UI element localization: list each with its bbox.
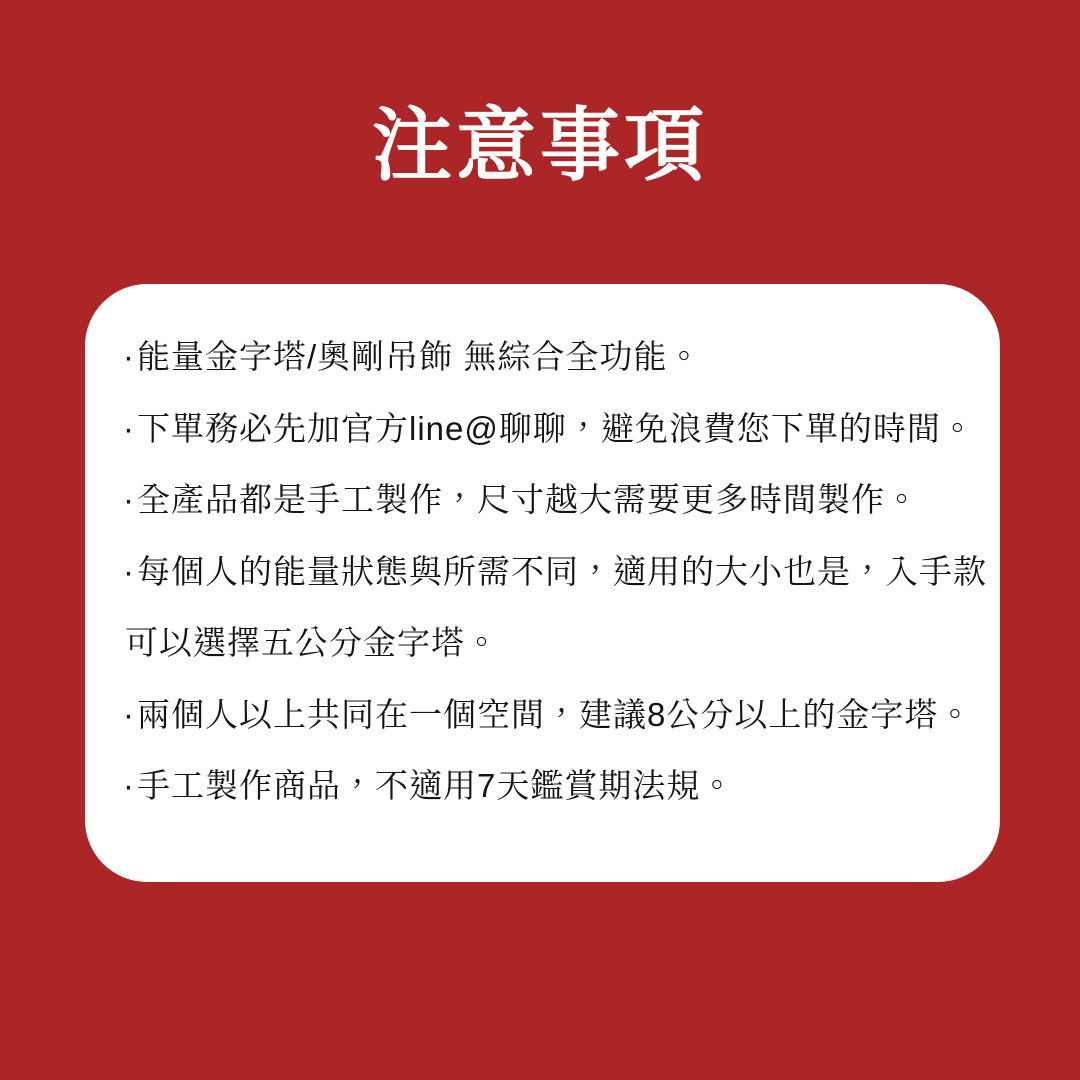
notice-line [123,464,962,536]
bullet-dot: · [123,481,135,518]
bullet-dot: · [123,767,135,804]
notice-text: 全產品都是手工製作，尺寸越大需要更多時間製作。 [137,481,919,518]
notice-line [123,536,987,608]
notice-line [123,679,973,751]
notice-line [123,750,962,822]
bullet-dot: · [123,338,135,375]
notice-text: 下單務必先加官方line@聊聊，避免浪費您下單的時間。 [137,409,975,447]
notice-text: 每個人的能量狀態與所需不同，適用的大小也是，入手款 [137,552,987,590]
page-title: 注意事項 [372,101,708,190]
notice-text: 兩個人以上共同在一個空間，建議8公分以上的金字塔。 [137,695,973,733]
notice-text: 可以選擇五公分金字塔。 [125,624,499,661]
notice-card [85,284,1000,882]
bullet-dot: · [123,409,135,447]
notice-line-continuation [123,607,962,679]
bullet-dot: · [123,695,135,733]
notice-text: 手工製作商品，不適用7天鑑賞期法規。 [137,767,735,804]
notice-line [123,393,975,465]
notice-text: 能量金字塔/奧剛吊飾 無綜合全功能。 [137,338,702,375]
bullet-dot: · [123,552,135,590]
notice-line [123,321,962,393]
